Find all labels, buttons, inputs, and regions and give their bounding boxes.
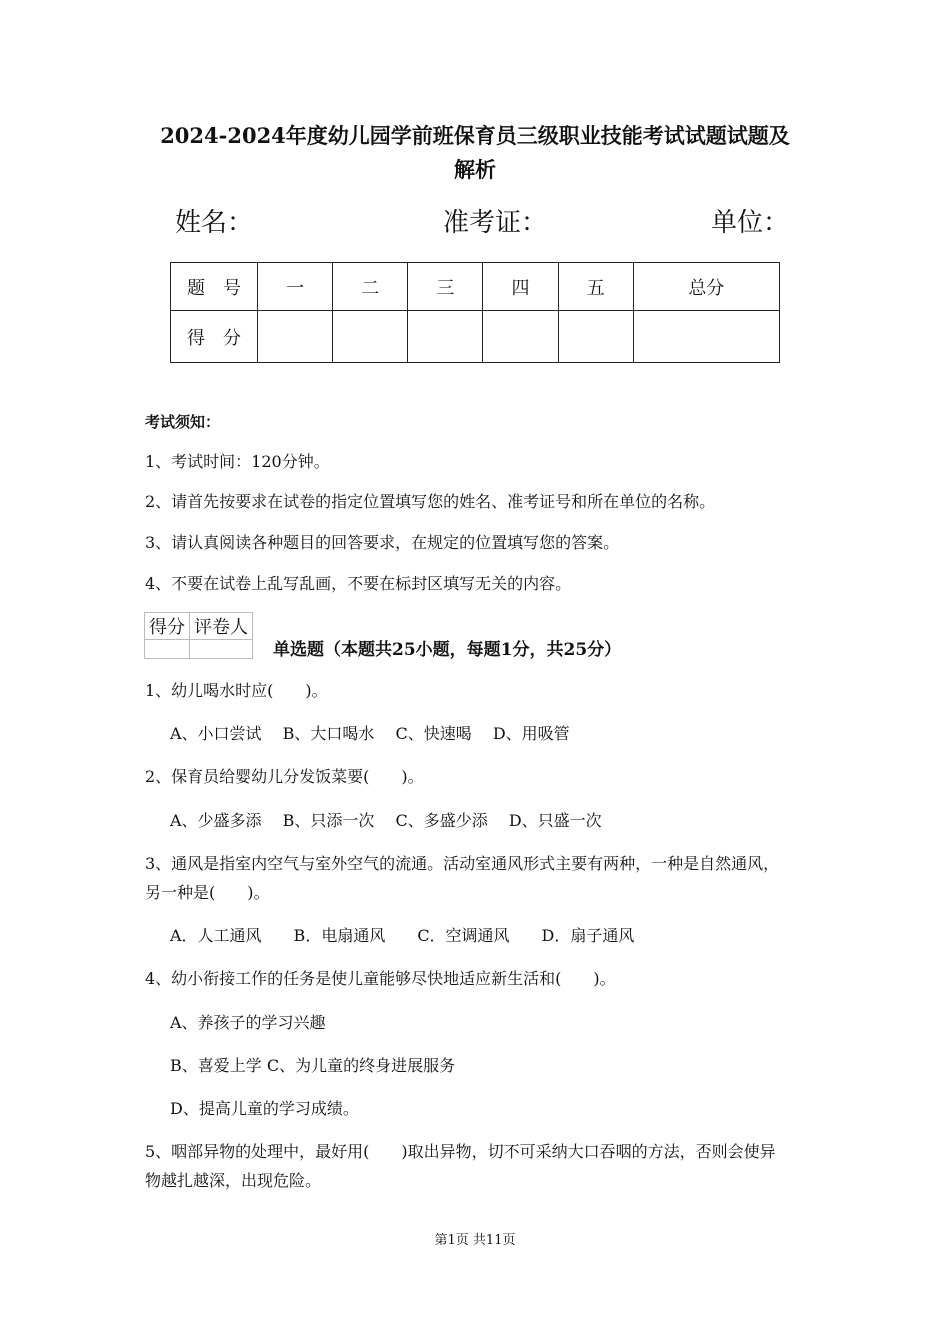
score-header-cell: 题 号 bbox=[171, 263, 258, 311]
notice-item: 2、请首先按要求在试卷的指定位置填写您的姓名、准考证号和所在单位的名称。 bbox=[145, 492, 716, 511]
score-header-cell: 一 bbox=[258, 263, 333, 311]
score-table-score-row bbox=[171, 311, 780, 363]
question-options: A、少盛多添 B、只添一次 C、多盛少添 D、只盛一次 bbox=[170, 811, 602, 830]
document-title-line2: 解析 bbox=[454, 157, 496, 182]
score-row-label: 得 分 bbox=[171, 311, 258, 363]
question-option: A、养孩子的学习兴趣 bbox=[170, 1013, 326, 1032]
grader-name-cell[interactable] bbox=[190, 640, 253, 659]
question-stem: 2、保育员给婴幼儿分发饭菜要( )。 bbox=[145, 767, 424, 786]
question-options: A、小口尝试 B、大口喝水 C、快速喝 D、用吸管 bbox=[170, 724, 570, 743]
document-title-line1: 2024-2024年度幼儿园学前班保育员三级职业技能考试试题试题及 bbox=[160, 123, 790, 148]
section-heading: 单选题（本题共25小题，每题1分，共25分） bbox=[273, 640, 622, 660]
notice-item: 1、考试时间：120分钟。 bbox=[145, 452, 330, 471]
score-table bbox=[170, 262, 780, 363]
question-stem-continued: 另一种是( )。 bbox=[145, 883, 270, 902]
grader-name-label: 评卷人 bbox=[190, 613, 253, 640]
page-footer: 第1页 共11页 bbox=[434, 1233, 516, 1248]
score-header-cell: 总分 bbox=[633, 263, 779, 311]
score-cell[interactable] bbox=[633, 311, 779, 363]
score-header-cell: 二 bbox=[333, 263, 408, 311]
question-stem-continued: 物越扎越深，出现危险。 bbox=[145, 1171, 322, 1190]
score-cell[interactable] bbox=[483, 311, 558, 363]
score-table-header-row bbox=[171, 263, 780, 311]
notice-item: 4、不要在试卷上乱写乱画，不要在标封区填写无关的内容。 bbox=[145, 574, 572, 593]
score-cell[interactable] bbox=[408, 311, 483, 363]
score-header-cell: 三 bbox=[408, 263, 483, 311]
question-stem: 3、通风是指室内空气与室外空气的流通。活动室通风形式主要有两种，一种是自然通风， bbox=[145, 854, 780, 873]
grader-score-cell[interactable] bbox=[145, 640, 190, 659]
question-option: B、喜爱上学 C、为儿童的终身进展服务 bbox=[170, 1056, 456, 1075]
score-cell[interactable] bbox=[333, 311, 408, 363]
score-cell[interactable] bbox=[258, 311, 333, 363]
grader-box bbox=[144, 612, 253, 659]
question-stem: 4、幼小衔接工作的任务是使儿童能够尽快地适应新生活和( )。 bbox=[145, 969, 616, 988]
score-header-cell: 四 bbox=[483, 263, 558, 311]
notice-item: 3、请认真阅读各种题目的回答要求，在规定的位置填写您的答案。 bbox=[145, 533, 620, 552]
question-option: D、提高儿童的学习成绩。 bbox=[170, 1099, 359, 1118]
score-cell[interactable] bbox=[558, 311, 633, 363]
question-stem: 5、咽部异物的处理中，最好用( )取出异物，切不可采纳大口吞咽的方法，否则会使异 bbox=[145, 1142, 776, 1161]
grader-score-label: 得分 bbox=[145, 613, 190, 640]
question-stem: 1、幼儿喝水时应( )。 bbox=[145, 681, 328, 700]
name-field-label: 姓名： bbox=[175, 208, 254, 238]
score-header-cell: 五 bbox=[558, 263, 633, 311]
question-options: A．人工通风 B．电扇通风 C．空调通风 D．扇子通风 bbox=[170, 926, 635, 945]
unit-field-label: 单位： bbox=[711, 208, 790, 238]
notice-heading: 考试须知： bbox=[145, 413, 221, 431]
exam-id-field-label: 准考证： bbox=[443, 208, 548, 238]
